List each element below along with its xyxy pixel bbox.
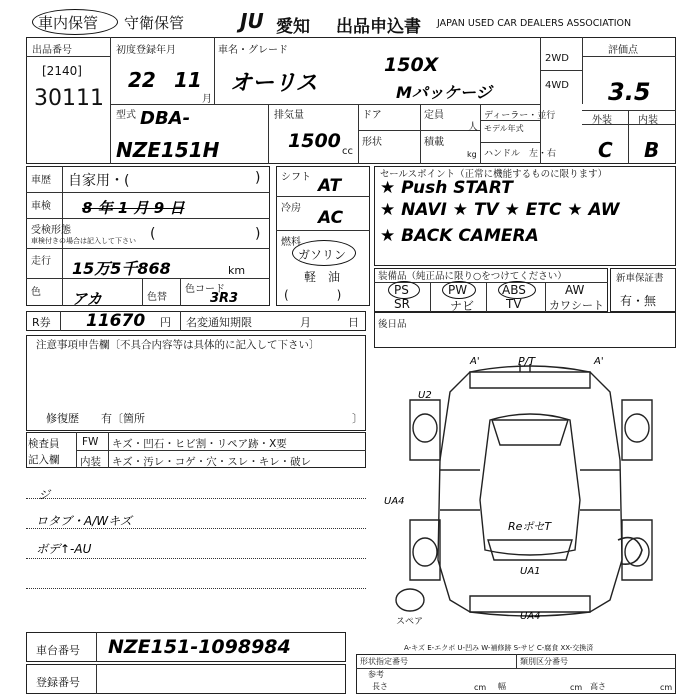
int-label: 内装 [638, 115, 658, 126]
inspection-label: 車検 [31, 201, 51, 212]
score-label: 評価点 [608, 45, 638, 56]
receive-sub: 車検付きの場合は記入して下さい [31, 237, 136, 245]
equip-sr: SR [394, 297, 410, 311]
ext-label: 外装 [592, 115, 612, 126]
reg-label: 登録番号 [36, 676, 80, 689]
note-line-1: ジ [38, 488, 51, 502]
width-cm: cm [570, 683, 583, 692]
diagram-ua4-bottom: UA4 [520, 611, 541, 622]
int-defect-items: キズ・汚レ・コゲ・穴・スレ・キレ・破レ [112, 456, 312, 468]
fw-label: FW [82, 436, 99, 448]
score-value: 3.5 [608, 78, 651, 106]
car-windshield [492, 420, 568, 445]
shift-label: シフト [281, 172, 311, 183]
right-front-fender [622, 400, 652, 460]
diagram-top-label: P/T [518, 355, 536, 368]
dealer-label: ディーラー・並行 [484, 111, 556, 121]
first-reg-month: 11 [174, 68, 202, 92]
diagram-a-left: A' [470, 356, 480, 367]
fuel-value: ガソリン [298, 248, 347, 262]
receive-open-paren: ( [150, 226, 156, 242]
ac-value: AC [318, 208, 344, 228]
spare-tire [396, 589, 424, 611]
color-label: 色 [31, 287, 41, 298]
receive-label: 受検形態 [31, 225, 71, 236]
wheel-front-right [625, 414, 649, 442]
color-code-label: 色コード [185, 284, 225, 295]
sales-line-2: ★ NAVI ★ TV ★ ETC ★ AW [380, 200, 620, 220]
model-year-label: モデル年式 [484, 124, 524, 133]
note-line-2: ロタブ・A/Wキズ [36, 514, 132, 528]
model-name: オーリス [230, 71, 318, 96]
repair-close-bracket: 〕 [352, 412, 363, 425]
grade-2: Mパッケージ [396, 83, 492, 102]
assoc-name: JAPAN USED CAR DEALERS ASSOCIATION [437, 18, 632, 29]
diagram-legend: A-キズ E-エクボ U-凹み W-補修跡 S-サビ C-腐食 XX-交換済 [404, 644, 594, 652]
entry-label: 記入欄 [28, 454, 60, 466]
equip-abs: ABS [502, 283, 526, 297]
front-bumper [470, 372, 590, 388]
receive-close-paren: ) [255, 226, 261, 242]
equip-navi: ナビ [450, 299, 475, 313]
shape-spec-label: 形状指定番号 [360, 657, 408, 666]
equip-aw: AW [565, 283, 585, 297]
lot-number: 30111 [34, 86, 104, 111]
length-label: 長さ [372, 682, 388, 691]
retrofit-label: 後日品 [378, 319, 407, 330]
recycle-unit: 円 [160, 316, 171, 329]
recycle-value: 11670 [86, 311, 146, 331]
type-label: 型式 [116, 110, 136, 121]
title-main: 出品申込書 [336, 17, 421, 37]
chassis-label: 車台番号 [36, 644, 80, 657]
history-close-paren: ) [255, 170, 261, 186]
storage-guard-label: 守衛保管 [124, 14, 185, 32]
capacity-label: 定員 [424, 110, 444, 121]
right-rear-fender [622, 520, 652, 580]
type-prefix: DBA- [140, 108, 191, 129]
sales-line-1: ★ Push START [380, 178, 513, 198]
chassis-value: NZE151-1098984 [108, 636, 291, 658]
history-label: 車歴 [31, 175, 51, 186]
fuel-paren: ( ) [284, 288, 342, 302]
model-label: 車名・グレード [218, 45, 288, 56]
left-rear-fender [410, 520, 440, 580]
diagram-ua4-left: UA4 [384, 496, 405, 507]
ext-grade: C [598, 138, 613, 162]
car-body-outline [438, 366, 622, 616]
right-door [580, 470, 620, 510]
interior-label: 内装 [80, 456, 101, 468]
warranty-label: 新車保証書 [616, 273, 664, 284]
history-value: 自家用・( [68, 173, 130, 189]
color-value: アカ [72, 290, 102, 308]
mileage-value: 15万5千868 [72, 259, 171, 278]
rear-bumper [470, 596, 590, 612]
ext-defect-items: キズ・凹石・ヒビ割・リペア跡・X要 [112, 438, 287, 450]
equip-ps: PS [394, 283, 409, 297]
cc-unit: cc [342, 146, 353, 157]
sales-label: セールスポイント（正常に機能するものに限ります） [380, 169, 608, 180]
first-reg-label: 初度登録年月 [116, 45, 176, 56]
diagram-repair-note: ReポセT [508, 520, 552, 533]
grade-1: 150X [384, 54, 439, 76]
title-pref: 愛知 [276, 17, 310, 37]
equip-pw: PW [448, 283, 468, 297]
length-cm: cm [474, 683, 487, 692]
color-change-label: 色替 [147, 292, 167, 303]
shift-value: AT [318, 176, 342, 196]
inspector-label: 検査員 [28, 438, 60, 450]
notes-label: 注意事項申告欄〔不具合内容等は具体的に記入して下さい〕 [36, 339, 320, 351]
mileage-label: 走行 [31, 256, 51, 267]
left-door [440, 470, 480, 510]
warranty-options: 有・無 [620, 294, 657, 308]
handle-label: ハンドル 左・右 [484, 149, 557, 159]
drive-4wd: 4WD [545, 80, 569, 91]
diagram-ua1: UA1 [520, 566, 541, 577]
storage-in-label: 車内保管 [38, 14, 99, 32]
name-change-month: 月 [300, 316, 311, 329]
car-rear-window [488, 540, 572, 560]
drive-2wd: 2WD [545, 53, 569, 64]
capacity-unit: 人 [468, 122, 478, 133]
wheel-front-left [413, 414, 437, 442]
km-unit: km [228, 264, 246, 277]
ref-label-1: 参考 [368, 670, 384, 679]
diagram-a-right: A' [594, 356, 604, 367]
displacement-value: 1500 [288, 130, 341, 152]
sales-line-3: ★ BACK CAMERA [380, 226, 539, 246]
shape-label: 形状 [362, 137, 382, 148]
note-line-3: ボデ↑-AU [36, 542, 92, 556]
fuel-label: 燃料 [281, 237, 301, 248]
equip-tv: TV [506, 297, 522, 311]
repair-label: 修復歴 有〔箇所 [46, 412, 145, 425]
equip-leather: カワシート [549, 299, 604, 312]
name-change-day: 日 [348, 316, 359, 329]
door-label: ドア [362, 110, 382, 121]
height-cm: cm [660, 683, 673, 692]
inspection-value: 8 年 1 月 9 日 [82, 199, 185, 217]
lot-number-label: 出品番号 [32, 45, 72, 56]
name-change-label: 名変通知期限 [186, 316, 252, 329]
type-code: NZE151H [116, 138, 220, 162]
equipment-label: 装備品（純正品に限り○をつけてください） [378, 271, 567, 282]
load-label: 積載 [424, 137, 444, 148]
load-unit: kg [467, 150, 477, 159]
int-grade: B [644, 138, 660, 162]
fuel-alt: 軽 油 [304, 270, 341, 284]
diagram-spare-label: スペア [396, 617, 424, 627]
class-spec-label: 類別区分番号 [520, 657, 568, 666]
wheel-rear-left [413, 538, 437, 566]
color-code-value: 3R3 [210, 291, 239, 306]
height-label: 高さ [590, 682, 606, 691]
ac-label: 冷房 [281, 203, 301, 214]
recycle-label: R券 [32, 316, 51, 329]
diagram-u2: U2 [418, 390, 432, 401]
width-label: 幅 [498, 682, 506, 691]
ju-logo: JU [240, 9, 264, 33]
displacement-label: 排気量 [274, 110, 304, 121]
lot-small: [2140] [42, 64, 82, 78]
month-unit: 月 [202, 94, 212, 105]
left-front-fender [410, 400, 440, 460]
first-reg-year: 22 [128, 68, 156, 92]
